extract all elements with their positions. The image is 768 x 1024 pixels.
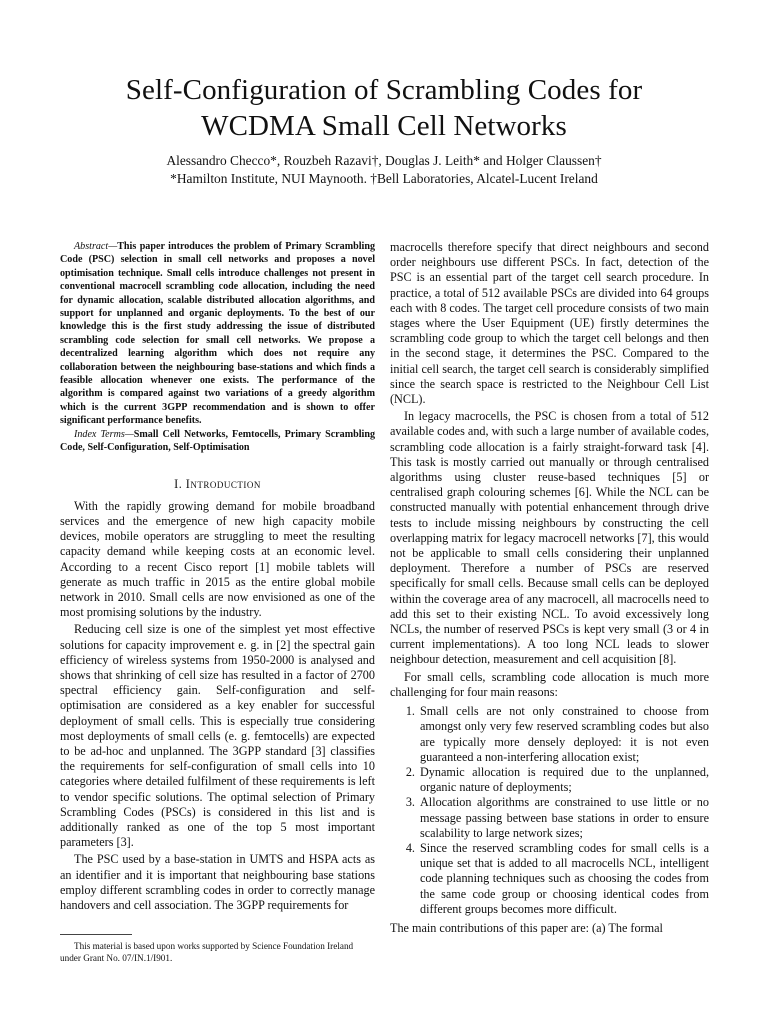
abstract-label: Abstract— <box>74 241 118 252</box>
intro-paragraph-3: The PSC used by a base-station in UMTS and HSPA acts as an identifier and it is important that neighbouring base stations employ different scrambling codes in order to correctly manage handovers and cell association. The 3GPP requirements for <box>60 852 375 912</box>
reasons-list <box>390 704 709 917</box>
affiliations-line: *Hamilton Institute, NUI Maynooth. †Bell Laboratories, Alcatel-Lucent Ireland <box>170 171 598 186</box>
author-block <box>0 152 768 188</box>
section-heading-introduction <box>60 477 375 492</box>
section-title: Introduction <box>185 476 261 491</box>
intro-paragraph-1: With the rapidly growing demand for mobile broadband services and the emergence of new high capacity mobile devices, mobile operators are struggling to meet the resulting capacity demand while keeping costs at an economic level. According to a recent Cisco report [1] mobile tablets will generate as much traffic in 2015 as the entire global mobile network in 2010. Small cells are now envisioned as one of the most promising solutions by the industry. <box>60 498 375 620</box>
intro-paragraph-2: Reducing cell size is one of the simplest yet most effective solutions for capacity improvement e. g. in [2] the spectral gain efficiency of wireless systems from 1950-2000 is analysed and shows that shrinking of cell size has resulted in a factor of 2700 spectral efficiency gain. Self-configuration and self-optimisation are considered as a key enabler for successful deployment of small cells. This is especially true considering most deployments of small cells (e. g. femtocells) are expected to be ad-hoc and unplanned. The 3GPP standard [3] classifies the requirements for self-configuration of small cells into 10 categories where detailed fulfilment of these requirements is left to vendor specific solutions. The optimal selection of Primary Scrambling Codes (PSCs) is considered in this list and is additionally ranked as one of the top 5 most important parameters [3]. <box>60 622 375 850</box>
index-terms-text: Small Cell Networks, Femtocells, Primary Scrambling Code, Self-Configuration, Self-Optimisation <box>60 428 376 454</box>
paper-title <box>0 72 768 144</box>
authors-line: Alessandro Checco*, Rouzbeh Razavi†, Douglas J. Leith* and Holger Claussen† <box>166 153 602 168</box>
left-column <box>60 240 375 913</box>
title-line-2: WCDMA Small Cell Networks <box>201 110 567 142</box>
abstract <box>60 240 375 428</box>
list-item: 2. Dynamic allocation is required due to the unplanned, organic nature of deployments; <box>418 765 709 795</box>
footnote-rule <box>60 934 132 935</box>
continued-paragraph: macrocells therefore specify that direct neighbours and second order neighbours use different PSCs. In fact, detection of the PSC is an essential part of the target cell search procedure. In practice, a total of 512 available PSCs are divided into 64 groups each with 8 codes. The target cell procedure consists of two main stages where the User Equipment (UE) firstly determines the scrambling code group to which the target cell belongs and then in the second stage, it determines the PSC. Compared to the initial cell search, the target cell search is considerably simplified since the search space is restricted to the Neighbour Cell List (NCL). <box>390 240 709 407</box>
contributions-paragraph: The main contributions of this paper are: (a) The formal <box>390 920 663 935</box>
legacy-macrocell-paragraph: In legacy macrocells, the PSC is chosen from a total of 512 available codes and, with such a large number of available codes, scrambling code allocation is a fairly straight-forward task [4]. This task is mostly carried out manually or through centralised algorithms using cluster reuse-based techniques [5] or centralised graph colouring schemes [6]. While the NCL can be constructed manually with potential enhancement through drive tests to include missing neighbours by constructing the cell overlapping matrix for legacy macrocell networks [7], this would not be applicable to small cells considering their unplanned deployment. Therefore a number of PSCs are reserved specifically for small cells. Because small cells can be deployed within the coverage area of any macrocell, all macrocells need to add this set to their existing NCL. To avoid excessively long NCLs, the number of reserved PSCs is kept very small (3 or 4 in current implementations). A too long NCL leads to slower neighbour detection, measurement and cell acquisition [8]. <box>390 409 709 667</box>
small-cell-challenges-paragraph: For small cells, scrambling code allocation is much more challenging for four main reasons: <box>390 669 709 699</box>
index-terms <box>60 428 375 455</box>
list-item: 1. Small cells are not only constrained to choose from amongst only very few reserved scrambling codes but also are typically more densely deployed: it is not even guaranteed a non-interfering allocation exist; <box>418 704 709 765</box>
index-terms-label: Index Terms— <box>74 428 134 440</box>
footnote: This material is based upon works supported by Science Foundation Ireland under Grant No. 07/IN.1/I901. <box>60 941 354 963</box>
abstract-text: This paper introduces the problem of Primary Scrambling Code (PSC) selection in small cell networks and proposes a novel optimisation technique. Small cells introduce challenges not present in conventional macrocell scrambling code allocation, including the need for dynamic allocation, scalable distributed allocation algorithms, and support for unplanned and organic deployments. To the best of our knowledge this is the first study addressing the issue of distributed scrambling code selection for small cell networks. We propose a decentralized learning algorithm which does not require any collaboration between the neighbouring base-stations and which finds a feasible allocation whenever one exists. The performance of the algorithm is compared against two variations of a greedy algorithm which is the current 3GPP recommendation and is shown to offer significant performance benefits. <box>60 241 375 427</box>
title-line-1: Self-Configuration of Scrambling Codes for <box>125 74 643 106</box>
list-item: 4. Since the reserved scrambling codes for small cells is a unique set that is added to all macrocells NCL, intelligent code planning techniques such as choosing the codes from the same code group or choosing identical codes from different groups becomes more difficult. <box>418 841 709 917</box>
list-item: 3. Allocation algorithms are constrained to use little or no message passing between base stations in order to ensure scalability to large network sizes; <box>418 795 709 841</box>
section-number: I. <box>174 476 183 491</box>
right-column <box>390 240 709 936</box>
